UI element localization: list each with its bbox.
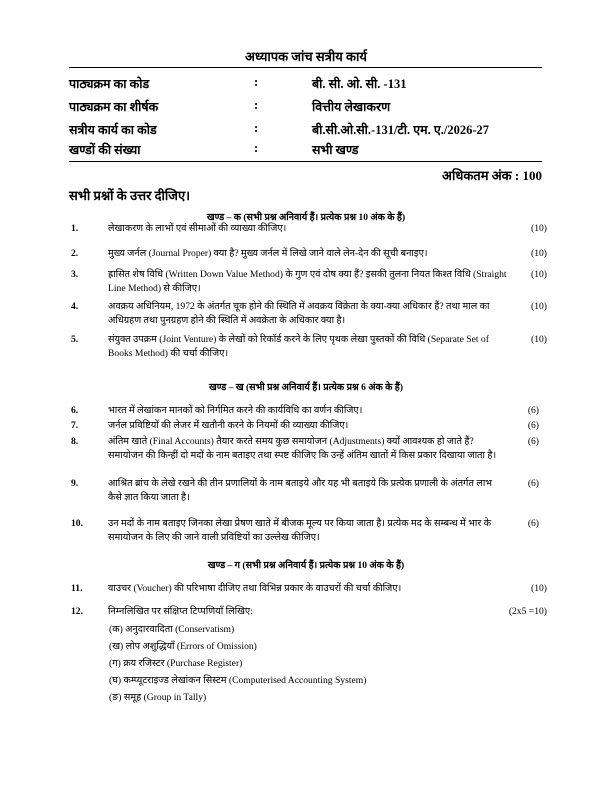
question-text: निम्नलिखित पर संक्षिप्त टिप्पणियाँ लिखिए:	[108, 606, 253, 617]
question-marks: (10)	[531, 334, 547, 345]
meta-value: सभी खण्ड	[312, 143, 359, 157]
question-marks: (6)	[527, 420, 539, 431]
meta-colon: :	[254, 75, 259, 89]
question-marks: (6)	[527, 405, 539, 416]
question-marks: (2x5 =10)	[508, 606, 547, 617]
question-number: 11.	[71, 583, 83, 594]
question-text: आश्रित ब्रांच के लेखे रखने की तीन प्रणालियों के नाम बताइये और यह भी बताइये कि प्रत्येक प्रणाली के अंतर्गत लाभ कैसे ज्ञात किया जाता है।	[108, 478, 493, 503]
sub-item: (ग) क्रय रजिस्टर (Purchase Register)	[109, 658, 243, 669]
question-text: संयुक्त उपक्रम (Joint Venture) के लेखों को रिकॉर्ड करने के लिए पृथक लेखा पुस्तकों की विधि (Separate Set of Books Method) की चर्चा कीजिए।	[108, 334, 489, 359]
meta-colon: :	[254, 121, 259, 135]
question-number: 4.	[71, 301, 79, 312]
question-marks: (6)	[527, 436, 539, 447]
question-number: 6.	[71, 405, 79, 416]
instruction: सभी प्रश्नों के उत्तर दीजिए।	[69, 188, 191, 203]
question-text: लेखाकरण के लाभों एवं सीमाओं की व्याख्या कीजिए।	[108, 223, 287, 234]
question-number: 1.	[71, 223, 79, 234]
question-marks: (10)	[531, 248, 547, 259]
question-number: 10.	[71, 518, 83, 529]
question-text: वाउचर (Voucher) की परिभाषा दीजिए तथा विभिन्न प्रकार के वाउचरों की चर्चा कीजिए।	[108, 583, 402, 594]
page-title: अध्यापक जांच सत्रीय कार्य	[245, 49, 367, 64]
question-marks: (10)	[531, 301, 547, 312]
section-heading-b: खण्ड – ख (सभी प्रश्न अनिवार्य हैं। प्रत्येक प्रश्न 6 अंक के हैं)	[208, 383, 404, 393]
question-marks: (10)	[531, 269, 547, 280]
question-text: मुख्य जर्नल (Journal Proper) क्या है? मुख्य जर्नल में लिखे जाने वाले लेन-देन की सूची बनाइए।	[108, 248, 428, 259]
sub-item: (घ) कम्प्यूटराइज्ड लेखांकन सिस्टम (Computerised Accounting System)	[109, 675, 367, 686]
meta-label: सत्रीय कार्य का कोड	[69, 123, 157, 137]
meta-blocks	[69, 141, 542, 159]
meta-label: खण्डों की संख्या	[69, 143, 141, 157]
question-text: भारत में लेखांकन मानकों को निर्गमित करने की कार्यविधि का वर्णन कीजिए।	[108, 405, 363, 416]
sub-item: (ख) लोप अशुद्धियाँ (Errors of Omission)	[109, 641, 257, 652]
question-number: 7.	[71, 420, 79, 431]
meta-divider	[69, 161, 542, 162]
top-divider	[69, 67, 542, 68]
question-number: 9.	[71, 478, 79, 489]
question-marks: (10)	[531, 583, 547, 594]
meta-label: पाठ्यक्रम का कोड	[69, 77, 150, 91]
question-number: 12.	[71, 606, 83, 617]
meta-value: बी. सी. ओ. सी. -131	[312, 77, 407, 91]
section-heading-c: खण्ड – ग (सभी प्रश्न अनिवार्य हैं। प्रत्येक प्रश्न 10 अंक के हैं)	[207, 561, 405, 571]
question-text: जर्नल प्रविष्टियों की लेजर में खतौनी करने के नियमों की व्याख्या कीजिए।	[108, 420, 349, 431]
meta-colon: :	[254, 98, 259, 112]
question-number: 5.	[71, 334, 79, 345]
meta-course-title	[69, 98, 542, 116]
meta-assignment-code	[69, 121, 542, 139]
question-number: 8.	[71, 436, 79, 447]
meta-value: बी.सी.ओ.सी.-131/टी. एम. ए./2026-27	[312, 123, 490, 137]
question-marks: (10)	[531, 223, 547, 234]
question-text: ह्रासित शेष विधि (Written Down Value Method) के गुण एवं दोष क्या हैं? इसकी तुलना नियत किश्त विधि (Straight Line Method) से कीजिए।	[108, 269, 507, 294]
section-heading-a: खण्ड – क (सभी प्रश्न अनिवार्य हैं। प्रत्येक प्रश्न 10 अंक के हैं)	[206, 213, 406, 223]
meta-label: पाठ्यक्रम का शीर्षक	[69, 100, 159, 114]
question-marks: (6)	[527, 518, 539, 529]
max-marks: अधिकतम अंक : 100	[442, 168, 542, 183]
question-text: उन मदों के नाम बताइए जिनका लेखा प्रेषण खाते में बीजक मूल्य पर किया जाता है। प्रत्येक मद के सम्बन्ध में भार के समायोजन के लिए की जाने वाली प्रविष्टियों का उल्लेख कीजिए।	[108, 518, 492, 543]
question-text: अंतिम खाते (Final Accounts) तैयार करते समय कुछ समायोजन (Adjustments) क्यों आवश्यक हो जाते हैं? समायोजन की किन्हीं दो मदों के नाम बताइए तथा स्पष्ट कीजिए कि उन्हें अंतिम खातों में किस प्रकार दिखाया जाता है।	[108, 436, 497, 461]
sub-item: (ङ) समूह (Group in Tally)	[109, 692, 207, 703]
sub-item: (क) अनुदारवादिता (Conservatism)	[109, 624, 235, 635]
question-marks: (6)	[527, 478, 539, 489]
meta-colon: :	[254, 141, 259, 155]
question-number: 2.	[71, 248, 79, 259]
meta-value: वित्तीय लेखाकरण	[312, 100, 391, 114]
question-number: 3.	[71, 269, 79, 280]
question-text: अवक्रय अधिनियम, 1972 के अंतर्गत चूक होने की स्थिति में अवक्रय विक्रेता के क्या-क्या अधिकार हैं? तथा माल का अधिग्रहण तथा पुनग्रहण होने की स्थिति में अवक्रेता के अधिकार क्या है।	[108, 301, 490, 326]
meta-course-code	[69, 75, 542, 93]
